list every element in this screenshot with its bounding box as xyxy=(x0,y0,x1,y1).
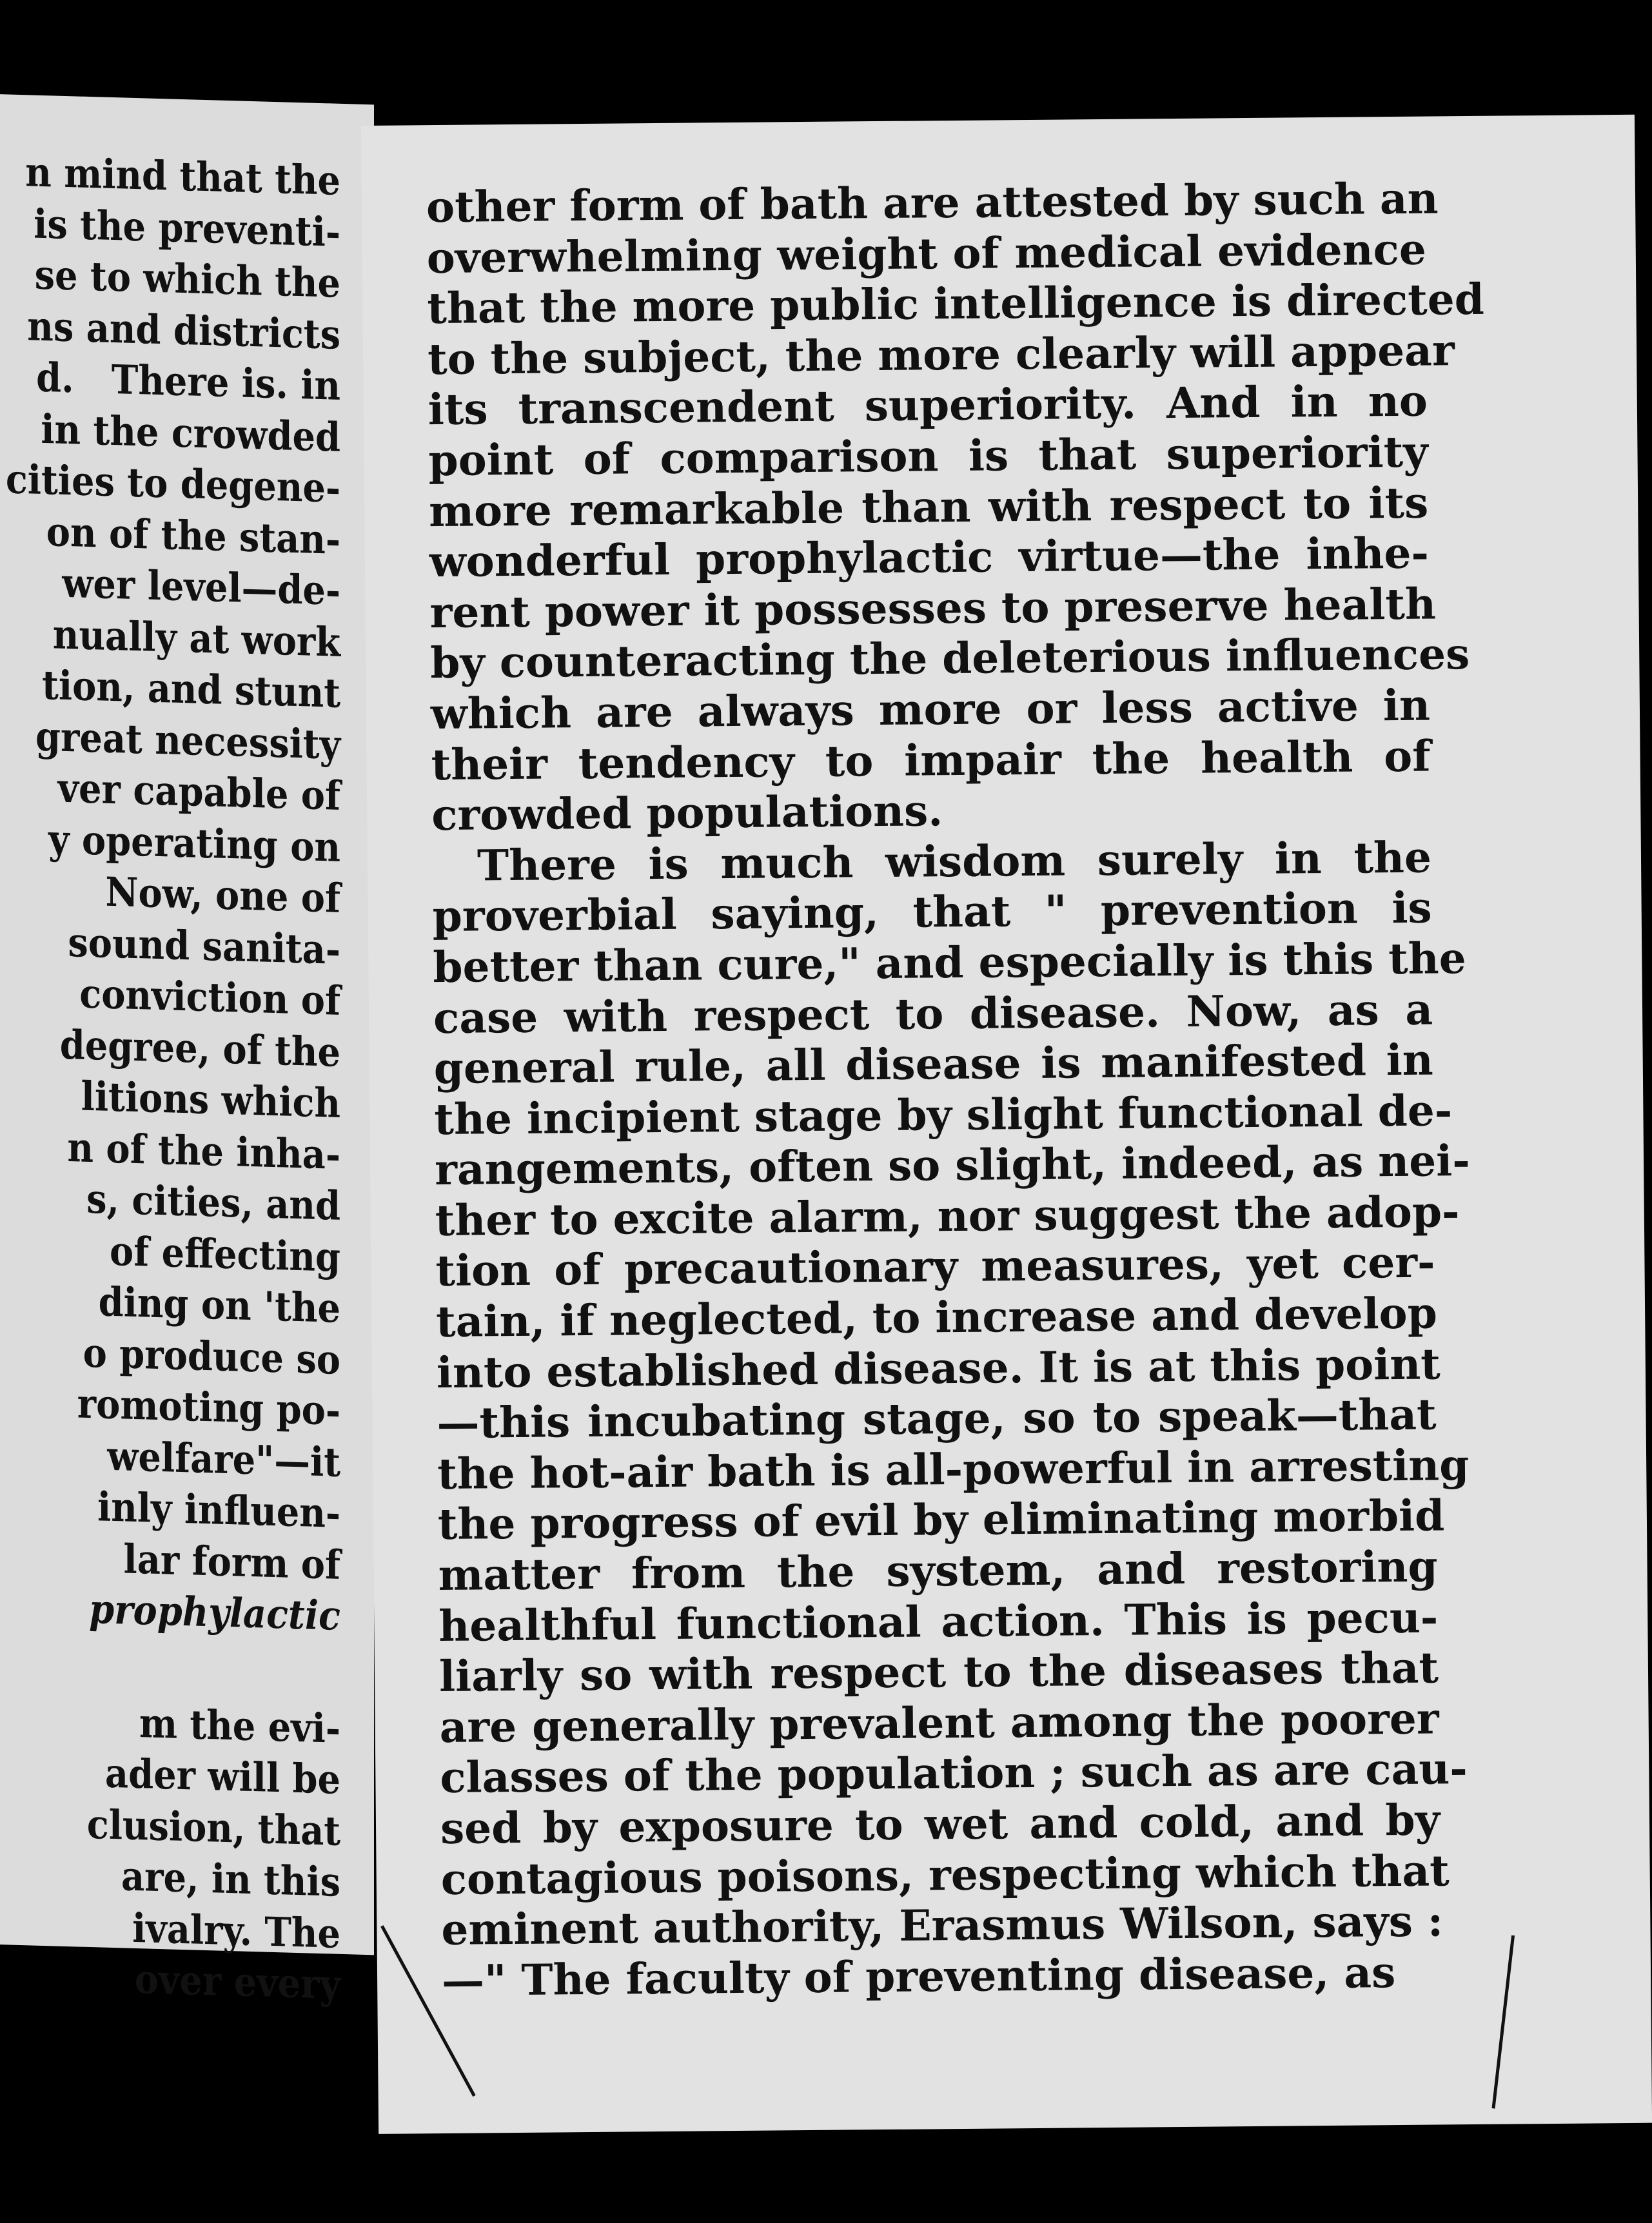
text-line: the progress of evil by eliminating morbid xyxy=(437,1490,1445,1550)
text-line: liarly so with respect to the diseases that xyxy=(438,1642,1439,1702)
text-line: m the evi- xyxy=(139,1699,340,1752)
text-line: wer level—de- xyxy=(62,559,340,614)
text-line: Now, one of xyxy=(105,868,340,922)
text-line: classes of the population ; such as are cau- xyxy=(440,1743,1468,1803)
text-line: which are always more or less active in xyxy=(430,680,1431,739)
left-page xyxy=(0,93,374,2008)
text-line: of effecting xyxy=(110,1227,340,1281)
text-line: n mind that the xyxy=(25,148,340,204)
text-line: their tendency to impair the health of xyxy=(431,730,1431,790)
text-line: case with respect to disease. Now, as a xyxy=(433,984,1433,1043)
text-line: sound sanita- xyxy=(68,918,340,974)
text-line: ader will be xyxy=(104,1749,340,1803)
text-line: tion of precautionary measures, yet cer- xyxy=(435,1237,1435,1297)
text-line: ns and districts xyxy=(27,302,340,358)
text-line: the incipient stage by slight functional de- xyxy=(434,1084,1453,1144)
text-line: on of the stan- xyxy=(46,507,340,563)
text-line: over every xyxy=(134,1955,340,2008)
text-line: y operating on xyxy=(48,815,340,871)
text-line: clusion, that xyxy=(86,1800,340,1855)
text-line: sed by exposure to wet and cold, and by xyxy=(440,1794,1441,1854)
text-line: matter from the system, and restoring xyxy=(438,1541,1438,1601)
text-line: that the more public intelligence is directed xyxy=(427,273,1485,334)
pencil-stroke-right xyxy=(1492,1935,1515,2109)
text-line: litions which xyxy=(81,1072,340,1127)
text-line: ther to excite alarm, nor suggest the adop- xyxy=(435,1186,1460,1246)
text-line: healthful functional action. This is pecu- xyxy=(438,1592,1439,1651)
text-line: more remarkable than with respect to its xyxy=(428,477,1429,536)
text-line: eminent authority, Erasmus Wilson, says : xyxy=(441,1895,1444,1955)
text-line: tain, if neglected, to increase and develop xyxy=(435,1288,1438,1347)
text-line: ding on 'the xyxy=(98,1278,340,1332)
text-line: tion, and stunt xyxy=(42,661,340,717)
text-line: in the crowded xyxy=(41,405,340,461)
text-line-paragraph-end: crowded populations. xyxy=(431,785,943,841)
left-page-text-column xyxy=(0,130,340,2011)
text-line-paragraph-start: There is much wisdom surely in the xyxy=(477,832,1432,891)
text-line: —" The faculty of preventing disease, as xyxy=(441,1946,1396,2006)
text-line: rangements, often so slight, indeed, as nei- xyxy=(434,1135,1471,1195)
right-page xyxy=(361,115,1652,2134)
text-line: rent power it possesses to preserve health xyxy=(429,578,1437,638)
text-line-italic: prophylactic xyxy=(89,1585,340,1640)
text-line: se to which the xyxy=(34,251,340,307)
text-line: inly influen- xyxy=(97,1483,340,1537)
text-line: better than cure," and especially is this the xyxy=(433,933,1467,992)
text-line: its transcendent superiority. And in no xyxy=(428,375,1428,435)
text-line: n of the inha- xyxy=(67,1123,340,1179)
text-line: are, in this xyxy=(121,1852,340,1906)
text-line: o produce so xyxy=(83,1329,340,1384)
right-page-text-column xyxy=(426,173,1485,2006)
text-line: conviction of xyxy=(79,970,340,1024)
text-line: —this incubating stage, so to speak—that xyxy=(437,1389,1437,1449)
text-line: to the subject, the more clearly will appear xyxy=(427,324,1455,384)
text-line: romoting po- xyxy=(77,1380,340,1435)
text-line: great necessity xyxy=(35,712,340,769)
text-line: wonderful prophylactic virtue—the inhe- xyxy=(429,527,1430,587)
text-line: point of comparison is that superiority xyxy=(428,426,1428,486)
text-line: ver capable of xyxy=(57,764,340,819)
text-line: other form of bath are attested by such an xyxy=(426,173,1439,233)
text-line: the hot-air bath is all-powerful in arresting xyxy=(437,1439,1470,1499)
text-line: proverbial saying, that " prevention is xyxy=(432,882,1432,942)
text-line: welfare"—it xyxy=(107,1432,340,1486)
text-line: into established disease. It is at this point xyxy=(436,1338,1441,1398)
text-line: nually at work xyxy=(52,610,340,666)
text-line: d. There is. in xyxy=(36,353,340,409)
text-line: degree, of the xyxy=(59,1021,340,1076)
text-line: by counteracting the deleterious influences xyxy=(429,629,1470,689)
text-line: contagious poisons, respecting which that xyxy=(440,1845,1450,1905)
text-line: overwhelming weight of medical evidence xyxy=(426,224,1427,283)
text-line: general rule, all disease is manifested in xyxy=(433,1034,1434,1094)
text-line: is the preventi- xyxy=(34,200,340,256)
text-line: ivalry. The xyxy=(132,1904,340,1957)
text-line: cities to degene- xyxy=(5,455,340,512)
text-line: s, cities, and xyxy=(86,1175,340,1229)
text-line: are generally prevalent among the poorer xyxy=(439,1693,1439,1752)
text-line: lar form of xyxy=(123,1534,340,1589)
